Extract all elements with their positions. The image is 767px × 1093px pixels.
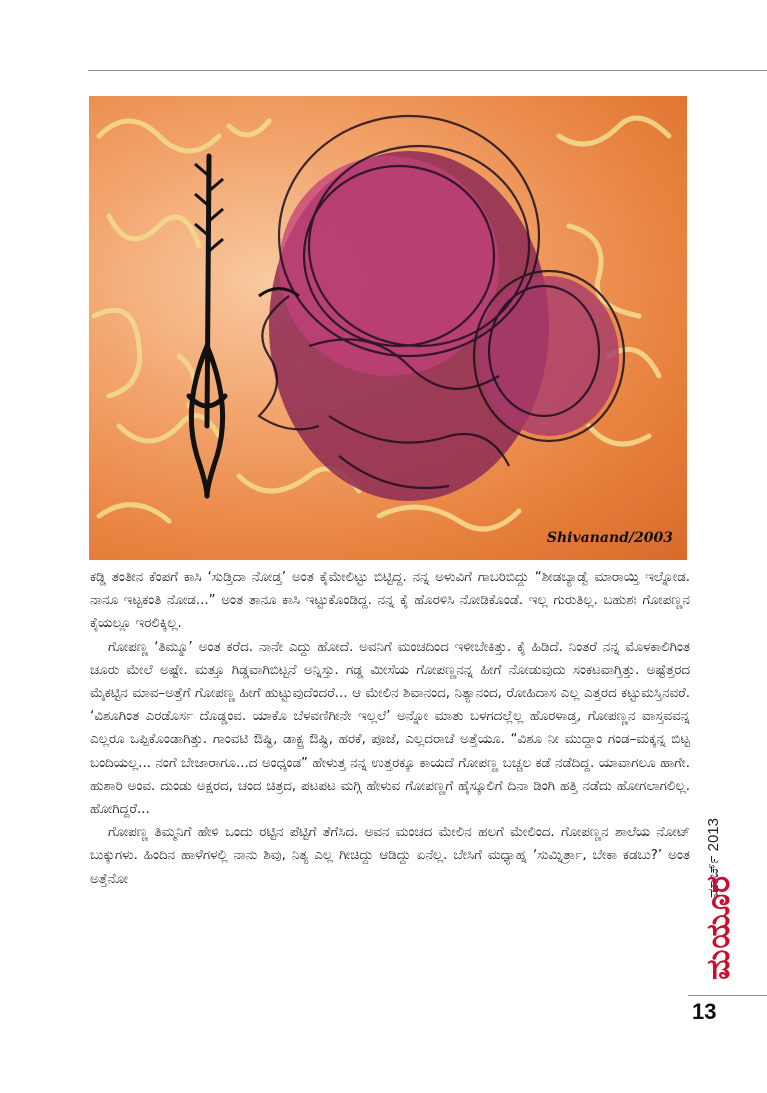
- painting-artwork: [89, 96, 687, 560]
- footer-rule: [688, 995, 767, 996]
- illustration-painting: [89, 96, 687, 560]
- paragraph-1: ಕಡ್ಡಿ ತಂತೀನ ಕೆಂಪಗೆ ಕಾಸಿ ‘ಸುಡ್ತಿದಾ ನೋಡ್ತ’ ಅಂತ ಕೈಮೇಲಿಟ್ಟು ಬಿಟ್ಟಿದ್ದ. ನನ್ನ ಅಳುವಿಗೆ ಗಾಬರಿಬಿದ್ದು “ಶೀಡಬ್ಯಾಡ್ವೆ ಮಾರಾಯ್ತಿ ಇಲ್ನೋಡ. ನಾನೂ ಇಟ್ಟಕಂತಿ ನೋಡ...” ಅಂತ ತಾನೂ ಕಾಸಿ ಇಟ್ಟುಕೊಂಡಿದ್ದ. ನನ್ನ ಕೈ ಹೊರಳಿಸಿ ನೋಡಿಕೊಂಡೆ. ಇಲ್ಲ ಗುರುತಿಲ್ಲ. ಬಹುಶಃ ಗೋಪಣ್ಣನ ಕೈಯಲ್ಲೂ ಇರಲಿಕ್ಕಿಲ್ಲ.: [90, 570, 690, 632]
- magazine-sidebar: [691, 780, 761, 980]
- painting-signature: Shivanand/2003: [546, 530, 673, 546]
- top-rule: [88, 70, 767, 71]
- paragraph-3: ಗೋಪಣ್ಣ ತಿಮ್ಮನಿಗೆ ಹೇಳಿ ಒಂದು ರಟ್ಟಿನ ಪೆಟ್ಟಿಗೆ ತೆಗೆಸಿದ. ಅವನ ಮಂಚದ ಮೇಲಿನ ಹಲಗೆ ಮೇಲಿಂದ. ಗೋಪಣ್ಣನ ಶಾಲೆಯ ನೋಟ್ ಬುಕ್ಕುಗಳು. ಹಿಂದಿನ ಹಾಳೆಗಳಲ್ಲಿ ನಾನು ಶಿವು, ನಿತ್ಯ ಎಲ್ಲ ಗೀಚಿದ್ದು ಆಡಿದ್ದು ಏನೆಲ್ಲ. ಬೇಸಿಗೆ ಮಧ್ಯಾಹ್ನ ‘ಸುಮ್ನಿರ್ತ್ರಾ, ಬೇಕಾ ಕಡಬು?’ ಅಂತ ಅತ್ತೆನೋ: [90, 825, 690, 887]
- magazine-name: ಮಯೂರ: [699, 874, 737, 980]
- issue-date: ಮಾರ್ಚ್ 2013: [705, 818, 722, 898]
- page-number: 13: [692, 999, 717, 1024]
- paragraph-2: ಗೋಪಣ್ಣ ‘ತಿಮ್ಮೂ’ ಅಂತ ಕರೆದ. ನಾನೇ ಎದ್ದು ಹೋದೆ. ಅವನಿಗೆ ಮಂಚದಿಂದ ಇಳೀಬೇಕಿತ್ತು. ಕೈ ಹಿಡಿದೆ. ನಿಂತರೆ ನನ್ನ ಮೊಳಕಾಲಿಗಿಂತ ಚೂರು ಮೇಲೆ ಅಷ್ಟೇ. ಮತ್ತೂ ಗಿಡ್ಡವಾಗಿಬಿಟ್ಟನೆ ಅನ್ನಿಸ್ತು. ಗಡ್ಡ ಮೀಸೆಯ ಗೋಪಣ್ಣನನ್ನ ಹೀಗೆ ನೋಡುವುದು ಸಂಕಟವಾಗ್ತಿತ್ತು. ಅಷ್ಟೆತ್ತರದ ಮೈಕಟ್ಟಿನ ಮಾವ–ಅತ್ತೆಗೆ ಗೋಪಣ್ಣ ಹೀಗೆ ಹುಟ್ಟುವುದೆಂದರೆ... ಆ ಮೇಲಿನ ಶಿವಾನಂದ, ನಿತ್ಯಾನಂದ, ರೋಹಿದಾಸ ಎಲ್ಲ ಎತ್ತರದ ಕಟ್ಟುಮಸ್ತಿನವರೆ. ‘ವಿಶೂಗಿಂತ ಎರಡೊರ್ಸ ದೊಡ್ಡಂವ. ಯಾಕೊ ಬೆಳವಣಿಗೀನೇ ಇಲ್ಲಲೆ’ ಅನ್ನೋ ಮಾತು ಬಳಗದಲ್ಲೆಲ್ಲ ಹೊರಳಾಡ್ತ, ಗೋಪಣ್ಣನ ವಾಸ್ತವವನ್ನ ಎಲ್ಲರೂ ಒಪ್ಪಿಕೊಂಡಾಗಿತ್ತು. ಗಾಂವಟಿ ಔಷ್ಧಿ, ಡಾಕ್ಟ್ರ ಔಷ್ಧಿ, ಹರಕೆ, ಪೂಜೆ, ಎಲ್ಲದರಾಚೆ ಅತ್ತೆಯೂ. “ವಿಶೂ ನೀ ಮುದ್ದಾಂ ಗಂಡ–ಮಕ್ಕನ್ನ ಬಿಟ್ಟ ಬಂದಿಯಲ್ಲ... ನಂಗೆ ಬೇಜಾರಾಗೂ...ದ ಅಂಧ್ಕಂಡ” ಹೇಳುತ್ತ ನನ್ನ ಉತ್ತರಕ್ಕೂ ಕಾಯದೆ ಗೋಪಣ್ಣ ಬಚ್ಚಲ ಕಡೆ ನಡೆದಿದ್ದ. ಯಾವಾಗಲೂ ಹಾಗೇ. ಹುಶಾರಿ ಅಂವ. ದುಂಡು ಅಕ್ಷರದ, ಚಂದ ಚಿತ್ರದ, ಪಟಪಟ ಮಗ್ಗಿ ಹೇಳುವ ಗೋಪಣ್ಣಗೆ ಹೈಸ್ಕೂಲಿಗೆ ದಿನಾ ಡಿಂಗಿ ಹತ್ತಿ ನಡೆದು ಹೋಗಲಾಗಲಿಲ್ಲ. ಹೋಗಿದ್ದರೆ...: [90, 639, 690, 818]
- article-body: [90, 566, 690, 891]
